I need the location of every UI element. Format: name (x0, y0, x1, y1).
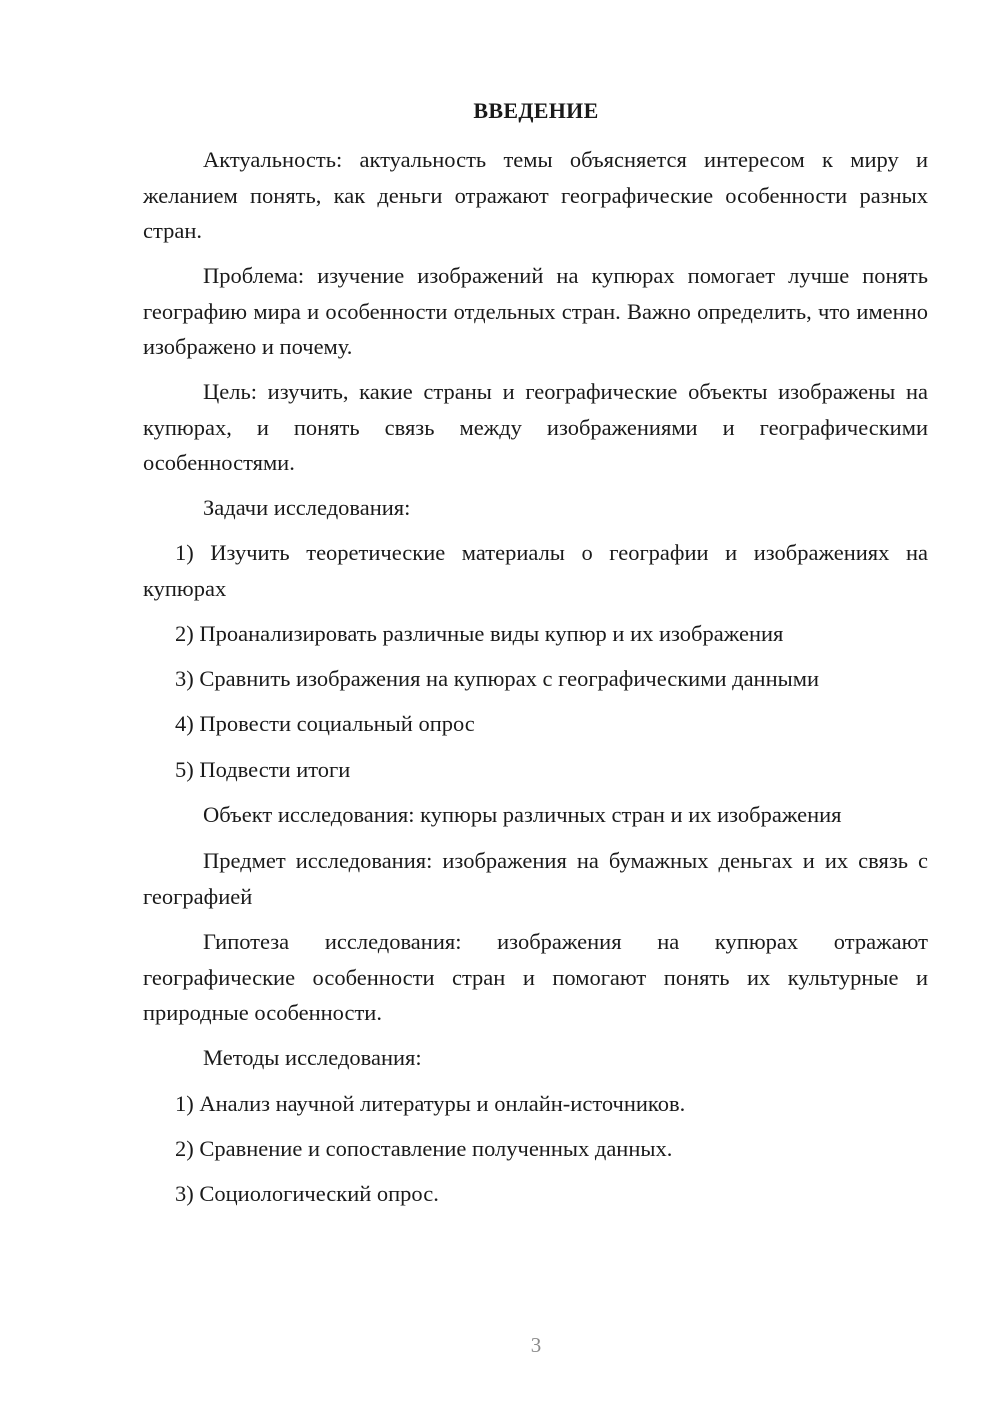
methods-heading: Методы исследования: (203, 1045, 422, 1070)
task-item: 2) Проанализировать различные виды купюр и их изображения (175, 621, 784, 646)
task-item: 1) Изучить теоретические материалы о географии и изображениях на купюрах (143, 540, 928, 601)
method-item: 3) Социологический опрос. (175, 1181, 439, 1206)
tasks-heading: Задачи исследования: (203, 495, 411, 520)
object-paragraph: Объект исследования: купюры различных стран и их изображения (203, 802, 842, 827)
problem-paragraph: Проблема: изучение изображений на купюрах помогает лучше понять географию мира и особенности отдельных стран. Важно определить, что именно изображено и почему. (143, 263, 928, 359)
method-item: 1) Анализ научной литературы и онлайн-источников. (175, 1091, 686, 1116)
task-item: 3) Сравнить изображения на купюрах с географическими данными (175, 666, 820, 691)
goal-paragraph: Цель: изучить, какие страны и географические объекты изображены на купюрах, и понять связь между изображениями и географическими особенностями. (143, 379, 928, 475)
hypothesis-paragraph: Гипотеза исследования: изображения на купюрах отражают географические особенности стран и помогают понять их культурные и природные особенности. (143, 929, 928, 1025)
relevance-paragraph: Актуальность: актуальность темы объясняется интересом к миру и желанием понять, как деньги отражают географические особенности разных стран. (143, 147, 928, 243)
page-number: 3 (530, 1333, 542, 1357)
task-item: 5) Подвести итоги (175, 757, 351, 782)
page-title: ВВЕДЕНИЕ (473, 98, 599, 123)
method-item: 2) Сравнение и сопоставление полученных данных. (175, 1136, 673, 1161)
subject-paragraph: Предмет исследования: изображения на бумажных деньгах и их связь с географией (143, 848, 928, 909)
task-item: 4) Провести социальный опрос (175, 711, 475, 736)
